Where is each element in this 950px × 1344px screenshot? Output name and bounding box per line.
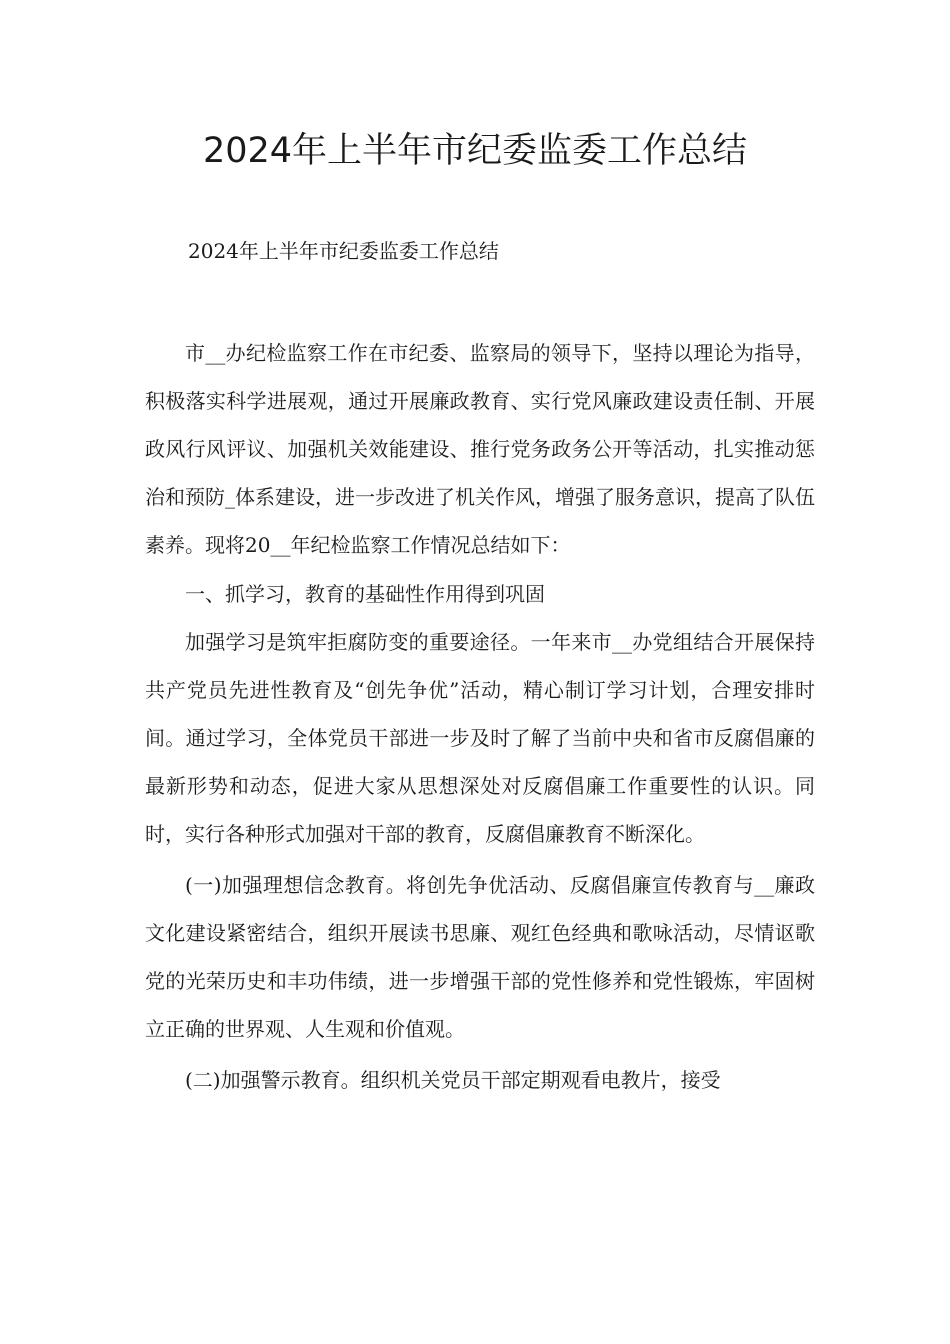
paragraph-intro: 市__办纪检监察工作在市纪委、监察局的领导下，坚持以理论为指导，积极落实科学进展观，通过开展廉政教育、实行党风廉政建设责任制、开展政风行风评议、加强机关效能建设、推行党务政务公开等活动，扎实推动惩治和预防_体系建设，进一步改进了机关作风，增强了服务意识，提高了队伍素养。现将20__年纪检监察工作情况总结如下： bbox=[145, 341, 815, 557]
paragraph-study: 加强学习是筑牢拒腐防变的重要途径。一年来市__办党组结合开展保持共产党员先进性教育及“创先争优”活动，精心制订学习计划，合理安排时间。通过学习，全体党员干部进一步及时了解了当前中央和省市反腐倡廉的最新形势和动态，促进大家从思想深处对反腐倡廉工作重要性的认识。同时，实行各种形式加强对干部的教育，反腐倡廉教育不断深化。 bbox=[145, 630, 815, 846]
section-heading-1: 一、抓学习，教育的基础性作用得到巩固 bbox=[185, 582, 545, 606]
document-subtitle: 2024年上半年市纪委监委工作总结 bbox=[188, 239, 499, 263]
paragraph-ideal-education: (一)加强理想信念教育。将创先争优活动、反腐倡廉宣传教育与__廉政文化建设紧密结合，组织开展读书思廉、观红色经典和歌咏活动，尽情讴歌党的光荣历史和丰功伟绩，进一步增强干部的党性修养和党性锻炼，牢固树立正确的世界观、人生观和价值观。 bbox=[145, 873, 815, 1041]
document-body bbox=[145, 329, 815, 1104]
paragraph-warning-education: (二)加强警示教育。组织机关党员干部定期观看电教片，接受 bbox=[185, 1068, 721, 1092]
document-title: 2024年上半年市纪委监委工作总结 bbox=[202, 131, 748, 171]
